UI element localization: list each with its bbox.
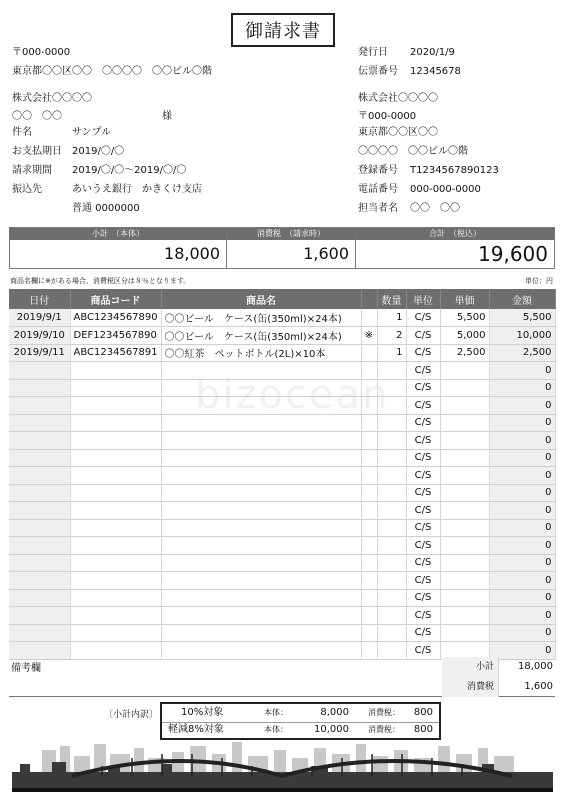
breakdown-row-8 <box>162 722 439 739</box>
table-row <box>9 362 555 380</box>
cell-mark <box>361 502 377 520</box>
cell-product <box>161 397 361 415</box>
cell-amount: 0 <box>489 607 555 625</box>
breakdown-divider <box>162 722 439 723</box>
cell-date <box>9 572 70 590</box>
summary-tax-value: 1,600 <box>303 244 349 263</box>
cell-product <box>161 537 361 555</box>
table-row <box>9 589 555 607</box>
cell-mark <box>361 432 377 450</box>
header-price: 単価 <box>440 289 489 309</box>
cell-amount: 0 <box>489 502 555 520</box>
header-product: 商品名 <box>161 289 361 309</box>
cell-qty <box>377 362 406 380</box>
cell-mark <box>361 362 377 380</box>
breakdown-tax: 800 <box>413 724 433 735</box>
phone-row <box>358 183 481 197</box>
cell-code <box>70 397 161 415</box>
header-date: 日付 <box>9 289 70 309</box>
header-unit: 単位 <box>406 289 440 309</box>
cell-code <box>70 449 161 467</box>
cell-date <box>9 519 70 537</box>
cell-amount: 2,500 <box>489 344 555 362</box>
breakdown-row-10 <box>162 705 439 722</box>
table-header-row <box>9 289 555 309</box>
cell-code <box>70 554 161 572</box>
cell-unit: C/S <box>406 362 440 380</box>
remarks-label: 備考欄 <box>11 663 41 674</box>
cell-product <box>161 572 361 590</box>
cell-mark <box>361 379 377 397</box>
cell-date <box>9 537 70 555</box>
breakdown-tax-label: 消費税： <box>368 725 400 734</box>
footer-subtotal-row <box>442 657 555 677</box>
breakdown-base: 8,000 <box>320 707 349 718</box>
cell-qty <box>377 519 406 537</box>
cell-date <box>9 502 70 520</box>
cell-amount: 0 <box>489 537 555 555</box>
cell-mark <box>361 589 377 607</box>
cell-date <box>9 362 70 380</box>
cell-qty <box>377 624 406 642</box>
cell-date <box>9 554 70 572</box>
cell-product <box>161 554 361 572</box>
summary-total <box>356 228 554 268</box>
cell-code <box>70 362 161 380</box>
cell-amount: 0 <box>489 432 555 450</box>
slip-number: 12345678 <box>410 66 461 77</box>
cell-unit: C/S <box>406 624 440 642</box>
cell-unit: C/S <box>406 344 440 362</box>
cell-amount: 0 <box>489 519 555 537</box>
detail-label: 請求期間 <box>12 165 52 176</box>
cell-amount: 0 <box>489 379 555 397</box>
cell-code: DEF1234567890 <box>70 327 161 345</box>
registration-label: 登録番号 <box>358 165 398 176</box>
cell-price <box>440 362 489 380</box>
issue-date: 2020/1/9 <box>410 47 455 58</box>
cell-price <box>440 432 489 450</box>
cell-unit: C/S <box>406 589 440 607</box>
cell-amount: 10,000 <box>489 327 555 345</box>
cell-date <box>9 607 70 625</box>
cell-unit: C/S <box>406 519 440 537</box>
cell-product <box>161 607 361 625</box>
cell-amount: 0 <box>489 624 555 642</box>
summary-tax-label: 消費税 （請求時） <box>227 228 355 240</box>
recipient-company: 株式会社〇〇〇〇 <box>12 93 92 104</box>
breakdown-rate: 軽減8%対象 <box>168 724 224 735</box>
cell-amount: 0 <box>489 589 555 607</box>
cell-mark <box>361 484 377 502</box>
cell-date <box>9 467 70 485</box>
cell-qty <box>377 589 406 607</box>
cell-date <box>9 432 70 450</box>
cell-mark <box>361 344 377 362</box>
cell-amount: 0 <box>489 449 555 467</box>
cell-qty <box>377 379 406 397</box>
table-row <box>9 484 555 502</box>
cell-price: 2,500 <box>440 344 489 362</box>
cell-qty <box>377 432 406 450</box>
footer-tax-value: 1,600 <box>524 681 553 692</box>
cell-product: 〇〇ビール ケース(缶(350ml)×24本) <box>161 327 361 345</box>
detail-value: 2019/〇/〇 <box>72 146 125 157</box>
cell-price <box>440 589 489 607</box>
cell-unit: C/S <box>406 397 440 415</box>
registration-number: T1234567890123 <box>410 165 499 176</box>
cell-amount: 0 <box>489 414 555 432</box>
cell-date <box>9 624 70 642</box>
detail-label: 件名 <box>12 127 32 138</box>
cell-product <box>161 432 361 450</box>
unit-note: 単位：円 <box>525 277 553 285</box>
detail-value: あいうえ銀行 かきくけ支店 <box>72 184 202 195</box>
cell-price <box>440 537 489 555</box>
registration-row <box>358 164 499 178</box>
cell-mark: ※ <box>361 327 377 345</box>
cell-unit: C/S <box>406 327 440 345</box>
items-table <box>9 289 556 660</box>
cell-date: 2019/9/1 <box>9 309 70 327</box>
cell-price <box>440 519 489 537</box>
cell-product <box>161 502 361 520</box>
cell-mark <box>361 607 377 625</box>
cell-unit: C/S <box>406 537 440 555</box>
cell-unit: C/S <box>406 467 440 485</box>
header-amount: 金額 <box>489 289 555 309</box>
header-code: 商品コード <box>70 289 161 309</box>
cell-price <box>440 502 489 520</box>
staff-label: 担当者名 <box>358 203 398 214</box>
cell-price <box>440 397 489 415</box>
table-row <box>9 344 555 362</box>
cell-price: 5,000 <box>440 327 489 345</box>
slip-number-row <box>358 65 461 79</box>
cell-unit: C/S <box>406 379 440 397</box>
breakdown-base-label: 本体： <box>264 708 288 717</box>
cell-price <box>440 484 489 502</box>
cell-price: 5,500 <box>440 309 489 327</box>
issuer-address2: 〇〇〇〇 〇〇ビル〇階 <box>358 146 468 157</box>
cell-amount: 0 <box>489 362 555 380</box>
cell-amount: 5,500 <box>489 309 555 327</box>
issuer-postal: 〒000-0000 <box>358 111 417 122</box>
city-skyline-illustration <box>12 742 553 792</box>
cell-unit: C/S <box>406 572 440 590</box>
cell-date: 2019/9/11 <box>9 344 70 362</box>
footer-tax-row <box>442 677 555 697</box>
breakdown-tax-label: 消費税： <box>368 708 400 717</box>
amount-summary <box>9 227 555 269</box>
breakdown-rate: 10%対象 <box>181 707 224 718</box>
table-row <box>9 537 555 555</box>
breakdown-base-label: 本体： <box>264 725 288 734</box>
detail-row-bank <box>12 183 202 197</box>
table-row <box>9 624 555 642</box>
table-row <box>9 309 555 327</box>
detail-value: 普通 0000000 <box>72 203 140 214</box>
phone-number: 000-000-0000 <box>410 184 481 195</box>
cell-amount: 0 <box>489 484 555 502</box>
issue-date-label: 発行日 <box>358 47 388 58</box>
document-title: 御請求書 <box>231 13 335 47</box>
cell-date <box>9 414 70 432</box>
recipient-honorific: 様 <box>162 111 172 122</box>
cell-code <box>70 484 161 502</box>
staff-name: 〇〇 〇〇 <box>410 203 460 214</box>
cell-product <box>161 362 361 380</box>
cell-amount: 0 <box>489 467 555 485</box>
breakdown-box <box>160 702 441 740</box>
cell-code <box>70 572 161 590</box>
cell-product <box>161 484 361 502</box>
cell-price <box>440 467 489 485</box>
cell-code: ABC1234567891 <box>70 344 161 362</box>
cell-unit: C/S <box>406 502 440 520</box>
cell-price <box>440 379 489 397</box>
cell-unit: C/S <box>406 449 440 467</box>
cell-code <box>70 589 161 607</box>
cell-price <box>440 572 489 590</box>
summary-subtotal <box>10 228 227 268</box>
slip-label: 伝票番号 <box>358 66 398 77</box>
cell-amount: 0 <box>489 572 555 590</box>
cell-price <box>440 607 489 625</box>
detail-row-due-date <box>12 145 124 159</box>
cell-unit: C/S <box>406 642 440 660</box>
cell-code <box>70 414 161 432</box>
summary-total-label: 合計 （税込） <box>356 228 554 240</box>
cell-code <box>70 502 161 520</box>
cell-date <box>9 589 70 607</box>
cell-mark <box>361 519 377 537</box>
cell-unit: C/S <box>406 554 440 572</box>
staff-row <box>358 202 460 216</box>
table-row <box>9 467 555 485</box>
header-mark <box>361 289 377 309</box>
cell-product: 〇〇ビール ケース(缶(350ml)×24本) <box>161 309 361 327</box>
cell-product <box>161 519 361 537</box>
table-row <box>9 432 555 450</box>
cell-date <box>9 449 70 467</box>
detail-value: 2019/〇/〇～2019/〇/〇 <box>72 165 187 176</box>
cell-qty <box>377 572 406 590</box>
recipient-address: 東京都〇〇区〇〇 〇〇〇〇 〇〇ビル〇階 <box>12 66 212 77</box>
cell-qty <box>377 414 406 432</box>
cell-mark <box>361 467 377 485</box>
cell-qty <box>377 554 406 572</box>
cell-date <box>9 484 70 502</box>
watermark: bizocean <box>195 372 390 418</box>
cell-date <box>9 379 70 397</box>
cell-qty: 1 <box>377 309 406 327</box>
cell-qty: 1 <box>377 344 406 362</box>
cell-unit: C/S <box>406 414 440 432</box>
detail-value: サンプル <box>72 127 112 138</box>
table-row <box>9 502 555 520</box>
cell-amount: 0 <box>489 554 555 572</box>
table-row <box>9 519 555 537</box>
cell-code <box>70 519 161 537</box>
cell-qty <box>377 502 406 520</box>
summary-subtotal-value: 18,000 <box>164 244 220 263</box>
table-row <box>9 449 555 467</box>
tax-note: 商品名欄に※がある場合、消費税区分は８％となります。 <box>10 277 191 285</box>
breakdown-label: 〔小計内訳〕 <box>104 710 159 720</box>
cell-price <box>440 449 489 467</box>
footer-subtotal-label: 小計 <box>442 657 499 677</box>
footer-subtotal-value: 18,000 <box>518 661 553 672</box>
cell-date: 2019/9/10 <box>9 327 70 345</box>
cell-amount: 0 <box>489 642 555 660</box>
cell-unit: C/S <box>406 432 440 450</box>
issuer-company: 株式会社〇〇〇〇 <box>358 93 438 104</box>
cell-mark <box>361 572 377 590</box>
cell-product <box>161 467 361 485</box>
cell-code <box>70 607 161 625</box>
detail-row-account <box>12 202 140 216</box>
table-row <box>9 554 555 572</box>
cell-price <box>440 554 489 572</box>
cell-product: 〇〇紅茶 ペットボトル(2L)×10本 <box>161 344 361 362</box>
summary-total-value: 19,600 <box>478 242 548 266</box>
cell-product <box>161 624 361 642</box>
table-row <box>9 379 555 397</box>
cell-qty: 2 <box>377 327 406 345</box>
cell-code <box>70 432 161 450</box>
cell-price <box>440 624 489 642</box>
cell-qty <box>377 607 406 625</box>
detail-label: 振込先 <box>12 184 42 195</box>
cell-qty <box>377 449 406 467</box>
detail-row-period <box>12 164 186 178</box>
cell-product <box>161 379 361 397</box>
table-row <box>9 572 555 590</box>
cell-code: ABC1234567890 <box>70 309 161 327</box>
issue-date-row <box>358 46 455 60</box>
table-row <box>9 397 555 415</box>
recipient-postal: 〒000-0000 <box>12 47 71 58</box>
breakdown-base: 10,000 <box>314 724 349 735</box>
issuer-address1: 東京都〇〇区〇〇 <box>358 127 438 138</box>
cell-mark <box>361 537 377 555</box>
cell-qty <box>377 467 406 485</box>
cell-unit: C/S <box>406 309 440 327</box>
cell-qty <box>377 537 406 555</box>
cell-qty <box>377 484 406 502</box>
footer-area <box>9 657 555 697</box>
detail-label: お支払期日 <box>12 146 62 157</box>
recipient-person: 〇〇 〇〇 <box>12 111 62 122</box>
cell-mark <box>361 414 377 432</box>
phone-label: 電話番号 <box>358 184 398 195</box>
cell-mark <box>361 624 377 642</box>
cell-code <box>70 379 161 397</box>
table-row <box>9 327 555 345</box>
cell-product <box>161 589 361 607</box>
cell-code <box>70 537 161 555</box>
cell-mark <box>361 397 377 415</box>
cell-unit: C/S <box>406 607 440 625</box>
table-row <box>9 607 555 625</box>
table-row <box>9 414 555 432</box>
items-body <box>9 309 555 659</box>
cell-price <box>440 414 489 432</box>
cell-code <box>70 624 161 642</box>
cell-amount: 0 <box>489 397 555 415</box>
cell-date <box>9 397 70 415</box>
summary-subtotal-label: 小計 （本体） <box>10 228 226 240</box>
cell-mark <box>361 309 377 327</box>
detail-row-subject <box>12 126 111 140</box>
footer-tax-label: 消費税 <box>442 677 499 697</box>
cell-product <box>161 449 361 467</box>
breakdown-tax: 800 <box>413 707 433 718</box>
summary-tax <box>227 228 356 268</box>
cell-mark <box>361 449 377 467</box>
header-qty: 数量 <box>377 289 406 309</box>
cell-code <box>70 467 161 485</box>
cell-mark <box>361 554 377 572</box>
cell-qty <box>377 397 406 415</box>
cell-product <box>161 414 361 432</box>
cell-unit: C/S <box>406 484 440 502</box>
